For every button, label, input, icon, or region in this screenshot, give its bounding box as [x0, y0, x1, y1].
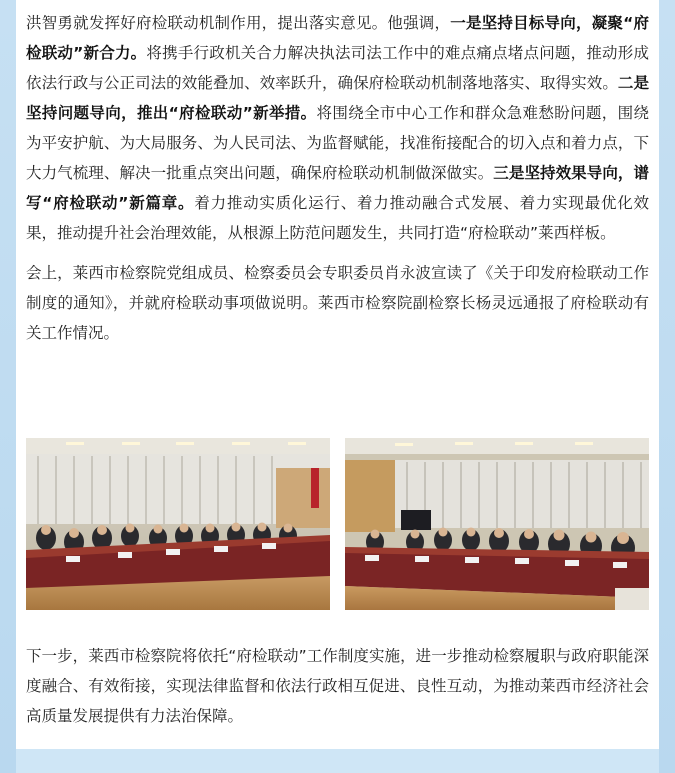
- emphasis-text: 二是坚持问题导向，推出“府检联动”新举措。: [26, 74, 649, 122]
- body-text: 洪智勇就发挥好府检联动机制作用，提出落实意见。他强调，: [26, 14, 451, 32]
- footer-strip: [16, 749, 659, 773]
- right-side-decoration: [659, 0, 675, 773]
- meeting-photo-2-image: [345, 438, 649, 610]
- left-side-decoration: [0, 0, 16, 773]
- paragraph-3: 下一步，莱西市检察院将依托“府检联动”工作制度实施，进一步推动检察履职与政府职能深度融合、有效衔接，实现法律监督和依法行政相互促进、良性互动，为推动莱西市经济社会高质量发展提供有力法治保障。: [26, 647, 649, 725]
- body-text: 着力推动实质化运行、着力推动融合式发展、着力实现最优化效果，推动提升社会治理效能，从根源上防范问题发生，共同打造“府检联动”莱西样板。: [26, 194, 649, 242]
- paragraph-1: [26, 8, 649, 248]
- paragraph-2: 会上，莱西市检察院党组成员、检察委员会专职委员肖永波宣读了《关于印发府检联动工作制度的通知》，并就府检联动事项做说明。莱西市检察院副检察长杨灵远通报了府检联动有关工作情况。: [26, 264, 649, 342]
- meeting-photo-1-image: [26, 438, 330, 610]
- meeting-photo-1: [26, 438, 330, 610]
- photo-row: [26, 438, 649, 610]
- emphasis-text: 三是坚持效果导向，谱写“府检联动”新篇章。: [26, 164, 649, 212]
- emphasis-text: 一是坚持目标导向，凝聚“府检联动”新合力。: [26, 14, 649, 62]
- body-text: 将携手行政机关合力解决执法司法工作中的难点痛点堵点问题，推动形成依法行政与公正司法的效能叠加、效率跃升，确保府检联动机制落地落实、取得实效。: [26, 44, 649, 92]
- body-text: 将围绕全市中心工作和群众急难愁盼问题，围绕为平安护航、为大局服务、为人民司法、为监督赋能，找准衔接配合的切入点和着力点，下大力气梳理、解决一批重点突出问题，确保府检联动机制做深做实。: [26, 104, 649, 182]
- meeting-photo-2: [345, 438, 649, 610]
- article-body: [26, 8, 649, 348]
